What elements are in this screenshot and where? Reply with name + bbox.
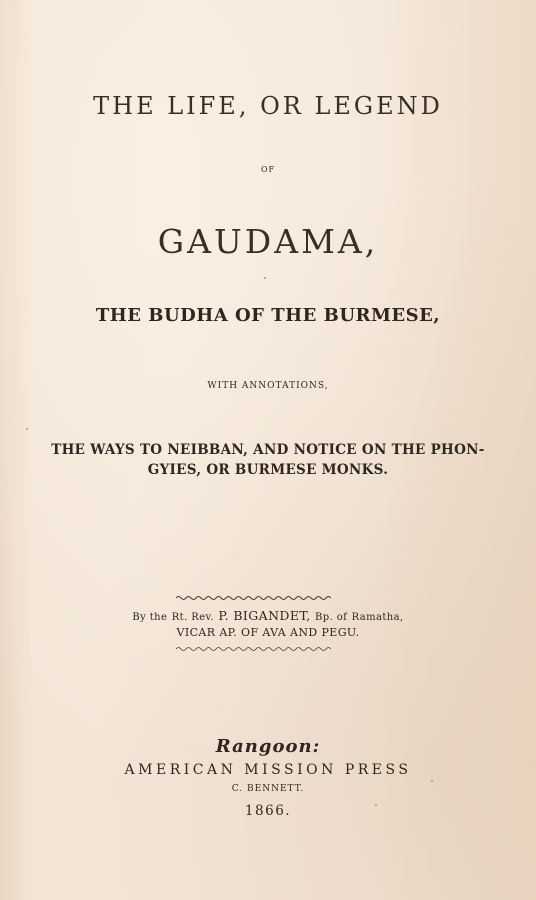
title-line: THE LIFE, OR LEGEND bbox=[93, 92, 443, 120]
imprint-printer: C. BENNETT. bbox=[231, 784, 305, 794]
paper-speck bbox=[375, 804, 377, 806]
ornamental-rule-top bbox=[176, 595, 331, 601]
author-see: Ramatha, bbox=[351, 612, 404, 623]
paper-speck bbox=[431, 780, 433, 782]
with-annotations: WITH ANNOTATIONS, bbox=[207, 381, 329, 391]
annotations-line-2: GYIES, OR BURMESE MONKS. bbox=[147, 462, 389, 478]
author-title: Rt. Rev. bbox=[171, 612, 214, 623]
ornamental-rule-bottom bbox=[176, 646, 331, 652]
author-name: P. BIGANDET, bbox=[218, 608, 311, 623]
author-line bbox=[0, 608, 536, 623]
vicar-line: VICAR AP. OF AVA AND PEGU. bbox=[176, 626, 360, 639]
annotations-line-1: THE WAYS TO NEIBBAN, AND NOTICE ON THE PHON- bbox=[51, 442, 485, 458]
imprint-place: Rangoon: bbox=[215, 736, 321, 757]
of-word: OF bbox=[260, 165, 276, 174]
subtitle: THE BUDHA OF THE BURMESE, bbox=[95, 305, 441, 326]
main-title: GAUDAMA, bbox=[157, 222, 379, 261]
author-by: By the bbox=[132, 612, 168, 623]
author-bp: Bp. of bbox=[315, 612, 348, 623]
paper-speck bbox=[26, 428, 28, 430]
imprint-press: AMERICAN MISSION PRESS bbox=[124, 762, 412, 778]
imprint-year: 1866. bbox=[244, 803, 292, 819]
paper-speck bbox=[264, 277, 266, 279]
